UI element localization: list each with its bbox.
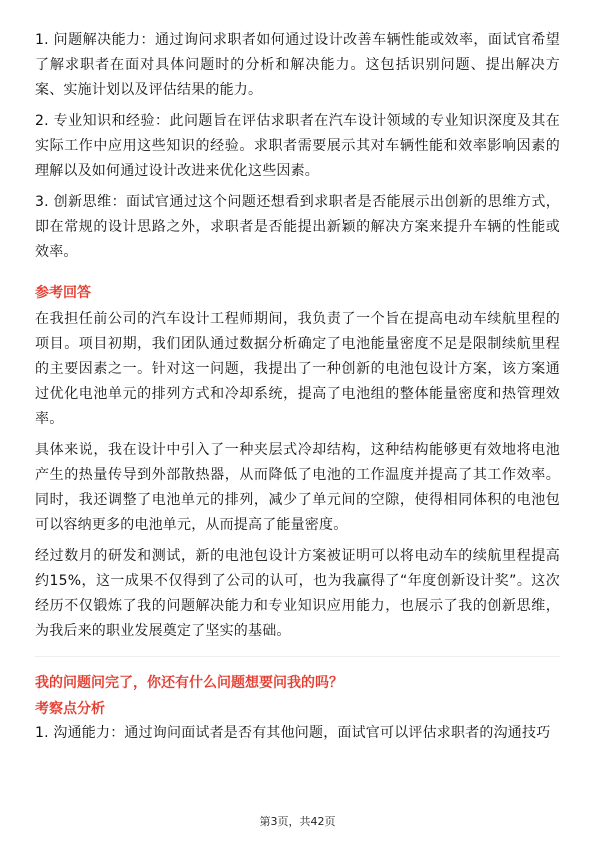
reference-answer-paragraph: 具体来说，我在设计中引入了一种夹层式冷却结构，这种结构能够更有效地将电池产生的热量传导到外部散热器，从而降低了电池的工作温度并提高了其工作效率。同时，我还调整了电池单元的排列，减少了单元间的空隙，使得相同体积的电池包可以容纳更多的电池单元，从而提高了能量密度。 (35, 442, 560, 533)
reference-answer-heading: 参考回答 (35, 285, 91, 301)
analysis-point-communication: 1. 沟通能力：通过询问面试者是否有其他问题，面试官可以评估求职者的沟通技巧 (35, 725, 551, 741)
question-title: 我的问题问完了，你还有什么问题想要问我的吗？ (35, 675, 343, 691)
analysis-heading: 考察点分析 (35, 701, 105, 717)
analysis-point-innovation: 3. 创新思维：面试官通过这个问题还想看到求职者是否能展示出创新的思维方式，即在常规的设计思路之外，求职者是否能提出新颖的解决方案来提升车辆的性能或效率。 (35, 194, 560, 260)
analysis-point-expertise: 2. 专业知识和经验：此问题旨在评估求职者在汽车设计领域的专业知识深度及其在实际工作中应用这些知识的经验。求职者需要展示其对车辆性能和效率影响因素的理解以及如何通过设计改进来优化这些因素。 (35, 113, 560, 179)
reference-answer-paragraph: 经过数月的研发和测试，新的电池包设计方案被证明可以将电动车的续航里程提高约15%，这一成果不仅得到了公司的认可，也为我赢得了“年度创新设计奖”。这次经历不仅锻炼了我的问题解决能力和专业知识应用能力，也展示了我的创新思维，为我后来的职业发展奠定了坚实的基础。 (35, 548, 560, 639)
analysis-point-problem-solving: 1. 问题解决能力：通过询问求职者如何通过设计改善车辆性能或效率，面试官希望了解求职者在面对具体问题时的分析和解决能力。这包括识别问题、提出解决方案、实施计划以及评估结果的能力。 (35, 32, 560, 98)
reference-answer-paragraph: 在我担任前公司的汽车设计工程师期间，我负责了一个旨在提高电动车续航里程的项目。项目初期，我们团队通过数据分析确定了电池能量密度不足是限制续航里程的主要因素之一。针对这一问题，我提出了一种创新的电池包设计方案，该方案通过优化电池单元的排列方式和冷却系统，提高了电池组的整体能量密度和热管理效率。 (35, 311, 560, 427)
page-footer: 第3页，共42页 (259, 815, 336, 828)
section-divider (35, 656, 560, 657)
document-page (35, 28, 560, 746)
